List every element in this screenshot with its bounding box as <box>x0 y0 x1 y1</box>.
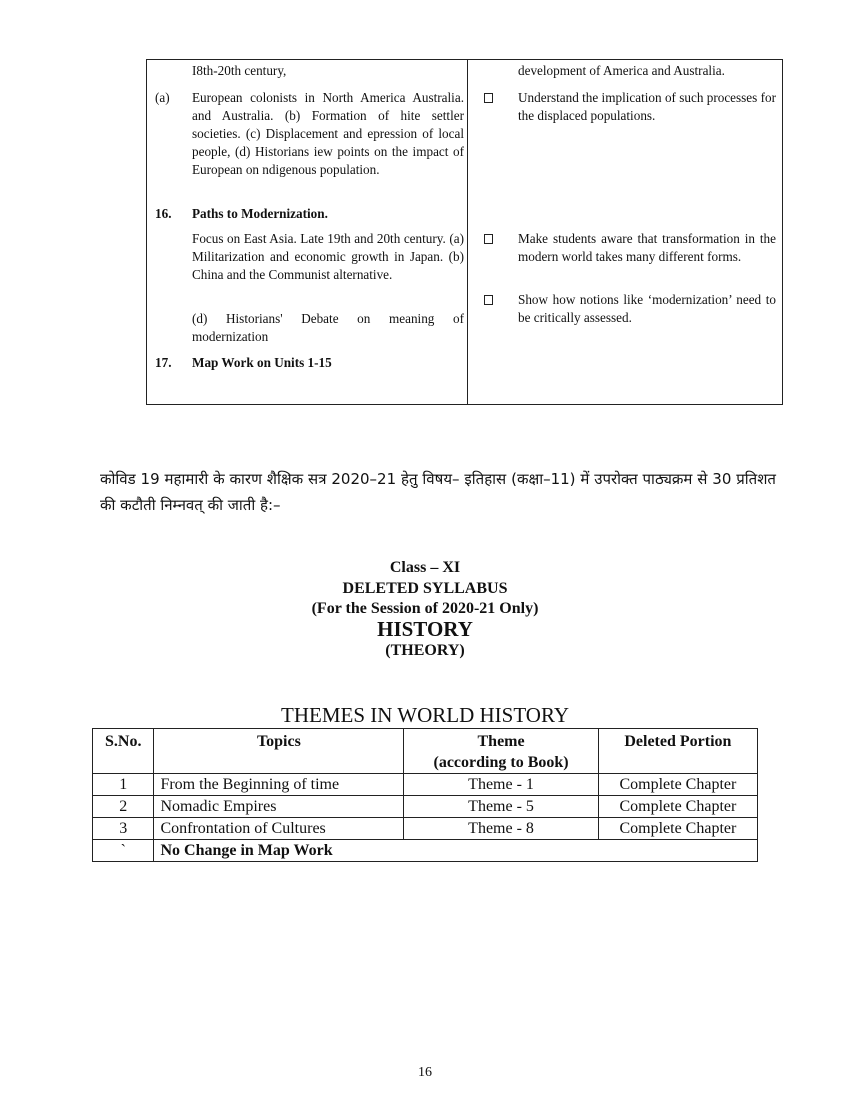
class-heading: Class – XI <box>389 559 461 576</box>
cell-deleted: Complete Chapter <box>598 774 757 796</box>
cell-theme: Theme - 5 <box>404 796 598 818</box>
deleted-portion-table <box>92 728 758 862</box>
row-17-title: Map Work on Units 1-15 <box>192 355 332 370</box>
cell-sno: 1 <box>93 774 154 796</box>
header-theme-line2: (according to Book) <box>433 754 569 771</box>
row-16-title: Paths to Modernization. <box>192 206 328 221</box>
hindi-note: कोविड 19 महामारी के कारण शैक्षिक सत्र 2020–21 हेतु विषय– इतिहास (कक्षा–11) में उपरोक्त पाठ्यक्रम से 30 प्रतिशत की कटौती निम्नवत् की जाती है:– <box>100 470 776 514</box>
sub-label-a: (a) <box>155 90 170 105</box>
header-sno: S.No. <box>93 729 154 774</box>
checkbox-bullet-icon <box>484 93 493 103</box>
cell-theme: Theme - 1 <box>404 774 598 796</box>
checkbox-bullet-icon <box>484 295 493 305</box>
row-16-objective-1: Make students aware that transformation in the modern world takes many different forms. <box>518 231 776 264</box>
checkbox-bullet-icon <box>484 234 493 244</box>
syllabus-table-continued <box>146 59 783 405</box>
cell-topic: Nomadic Empires <box>154 796 404 818</box>
table-row <box>93 774 758 796</box>
page-number: 16 <box>418 1065 432 1080</box>
cont-objective: development of America and Australia. <box>518 63 725 78</box>
header-deleted: Deleted Portion <box>598 729 757 774</box>
row-16-text-1: Focus on East Asia. Late 19th and 20th century. (a) Militarization and economic growth in Japan. (b) China and the Communist alternative. <box>192 231 464 282</box>
cell-topic: Confrontation of Cultures <box>154 818 404 840</box>
row-16-text-2: (d) Historians' Debate on meaning of modernization <box>192 311 464 344</box>
cell-deleted: Complete Chapter <box>598 796 757 818</box>
theory-heading: (THEORY) <box>385 642 465 659</box>
table-row <box>93 796 758 818</box>
row-17-number: 17. <box>155 355 172 370</box>
themes-heading: THEMES IN WORLD HISTORY <box>281 703 569 727</box>
row-settler-text: European colonists in North America Australia. and Australia. (b) Formation of hite settler societies. (c) Displacement and epression of local people, (d) Historians iew points on the impact of European on ndigenous population. <box>192 90 464 177</box>
table-row <box>93 840 758 862</box>
header-theme-line1: Theme <box>477 733 525 750</box>
cell-sno: 2 <box>93 796 154 818</box>
cell-topic: From the Beginning of time <box>154 774 404 796</box>
cell-sno: ` <box>93 840 154 862</box>
subject-heading: HISTORY <box>377 617 473 641</box>
row-settler-objective: Understand the implication of such processes for the displaced populations. <box>518 90 776 123</box>
cell-deleted: Complete Chapter <box>598 818 757 840</box>
cell-sno: 3 <box>93 818 154 840</box>
table-row <box>93 818 758 840</box>
column-divider <box>467 60 468 404</box>
header-theme <box>404 729 598 774</box>
deleted-syllabus-heading: DELETED SYLLABUS <box>342 580 508 597</box>
row-16-objective-2: Show how notions like ‘modernization’ need to be critically assessed. <box>518 292 776 325</box>
cell-theme: Theme - 8 <box>404 818 598 840</box>
cont-text: I8th-20th century, <box>192 63 287 78</box>
table-header-row <box>93 729 758 774</box>
session-heading: (For the Session of 2020-21 Only) <box>311 600 539 617</box>
cell-map-work: No Change in Map Work <box>154 840 758 862</box>
header-topics: Topics <box>154 729 404 774</box>
row-16-number: 16. <box>155 206 172 221</box>
